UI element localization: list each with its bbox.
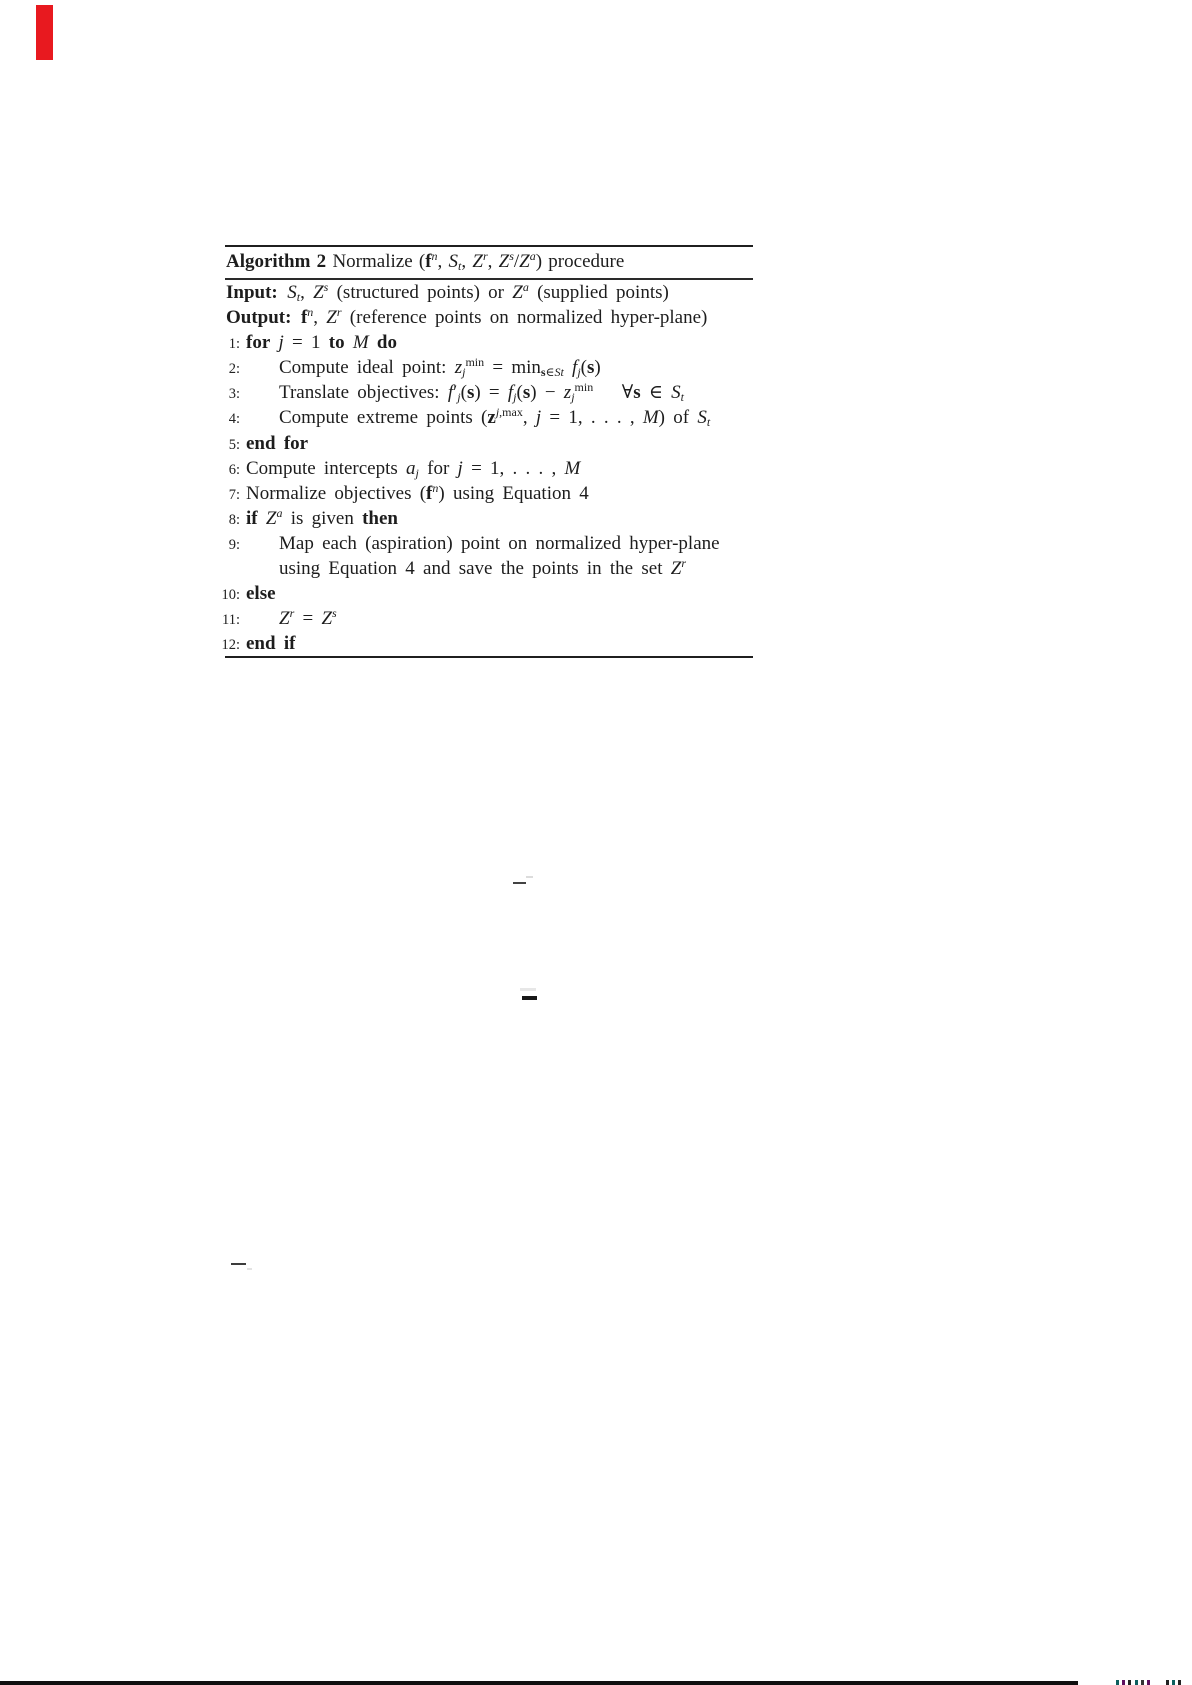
stray-dash-2-ghost bbox=[520, 988, 536, 991]
line-number: 8: bbox=[228, 511, 240, 528]
red-margin-marker bbox=[36, 5, 53, 60]
stray-dash-1 bbox=[513, 882, 526, 884]
algorithm-line-9-wrap bbox=[225, 556, 753, 581]
line-number: 9: bbox=[228, 536, 240, 553]
line-number: 2: bbox=[228, 361, 240, 378]
line-statement: Compute intercepts $a_j$ for j = 1, . . . , M bbox=[246, 457, 581, 480]
line-number: 7: bbox=[228, 486, 240, 503]
algorithm-output-line: Output: $f^n$, $Z^r$ (reference points on normalized hyper-plane) bbox=[226, 305, 708, 329]
print-mark bbox=[1172, 1680, 1175, 1685]
print-mark bbox=[1147, 1680, 1150, 1685]
line-statement: else bbox=[246, 583, 276, 605]
print-mark bbox=[1141, 1680, 1144, 1685]
algorithm-line-1 bbox=[225, 330, 753, 355]
stray-dash-3-ghost bbox=[247, 1268, 252, 1270]
line-number: 6: bbox=[228, 461, 240, 478]
print-mark bbox=[1178, 1680, 1181, 1685]
line-statement: end for bbox=[246, 432, 309, 454]
line-statement: Map each (aspiration) point on normalized hyper-plane bbox=[279, 532, 720, 554]
algorithm-box bbox=[221, 245, 753, 658]
algorithm-input-line: Input: $S_t$, $Z^s$ (structured points) or $Z^a$ (supplied points) bbox=[226, 280, 669, 304]
stray-dash-3 bbox=[231, 1263, 246, 1265]
line-number: 10: bbox=[221, 587, 240, 604]
line-number: 12: bbox=[221, 637, 240, 654]
line-number: 5: bbox=[228, 436, 240, 453]
algorithm-line-5 bbox=[225, 431, 753, 456]
algorithm-line-8 bbox=[225, 506, 753, 531]
line-statement: Compute extreme points ($z^{j,max}$, j = 1, . . . , M) of $S_t$ bbox=[279, 405, 711, 430]
line-statement: Translate objectives: $f'_j(s) = f_j(s) - z_j^{min}$ ∀s ∈ $S_t$ bbox=[279, 380, 685, 405]
algorithm-line-6 bbox=[225, 456, 753, 481]
algorithm-line-10 bbox=[221, 581, 753, 606]
bottom-edge-line bbox=[0, 1681, 1078, 1685]
stray-dash-1-ghost bbox=[526, 876, 533, 878]
line-number: 1: bbox=[228, 336, 240, 353]
line-statement: end if bbox=[246, 633, 296, 655]
print-mark bbox=[1166, 1680, 1169, 1685]
print-mark bbox=[1116, 1680, 1119, 1685]
bottom-right-print-marks bbox=[1116, 1680, 1192, 1685]
algorithm-line-12 bbox=[221, 631, 753, 656]
algorithm-line-7 bbox=[225, 481, 753, 506]
algorithm-line-4 bbox=[225, 405, 753, 430]
line-statement: using Equation 4 and save the points in the set $Z^r$ bbox=[279, 556, 686, 580]
line-statement: if $Z^a$ is given then bbox=[246, 505, 398, 529]
line-statement: Compute ideal point: $z_j^{min} = \min_{s\in St} f_j(s)$ bbox=[279, 355, 601, 380]
line-statement: $Z^r = Z^s$ bbox=[279, 606, 337, 630]
print-mark bbox=[1128, 1680, 1131, 1685]
algorithm-title: Algorithm 2 Normalize ($f^n$, $S_t$, $Z^r$, $Z^s/Z^a$) procedure bbox=[225, 247, 753, 280]
algorithm-line-9 bbox=[225, 531, 753, 556]
line-number: 4: bbox=[228, 411, 240, 428]
print-mark bbox=[1135, 1680, 1138, 1685]
algorithm-line-3 bbox=[225, 380, 753, 405]
line-statement: Normalize objectives $(f^n)$ using Equation 4 bbox=[246, 480, 589, 504]
line-statement: for j = 1 to M do bbox=[246, 332, 397, 354]
print-mark bbox=[1122, 1680, 1125, 1685]
stray-dash-2 bbox=[522, 996, 537, 1000]
line-number: 3: bbox=[228, 386, 240, 403]
line-number: 11: bbox=[222, 612, 240, 629]
algorithm-line-11 bbox=[222, 606, 753, 631]
algorithm-line-2 bbox=[225, 355, 753, 380]
